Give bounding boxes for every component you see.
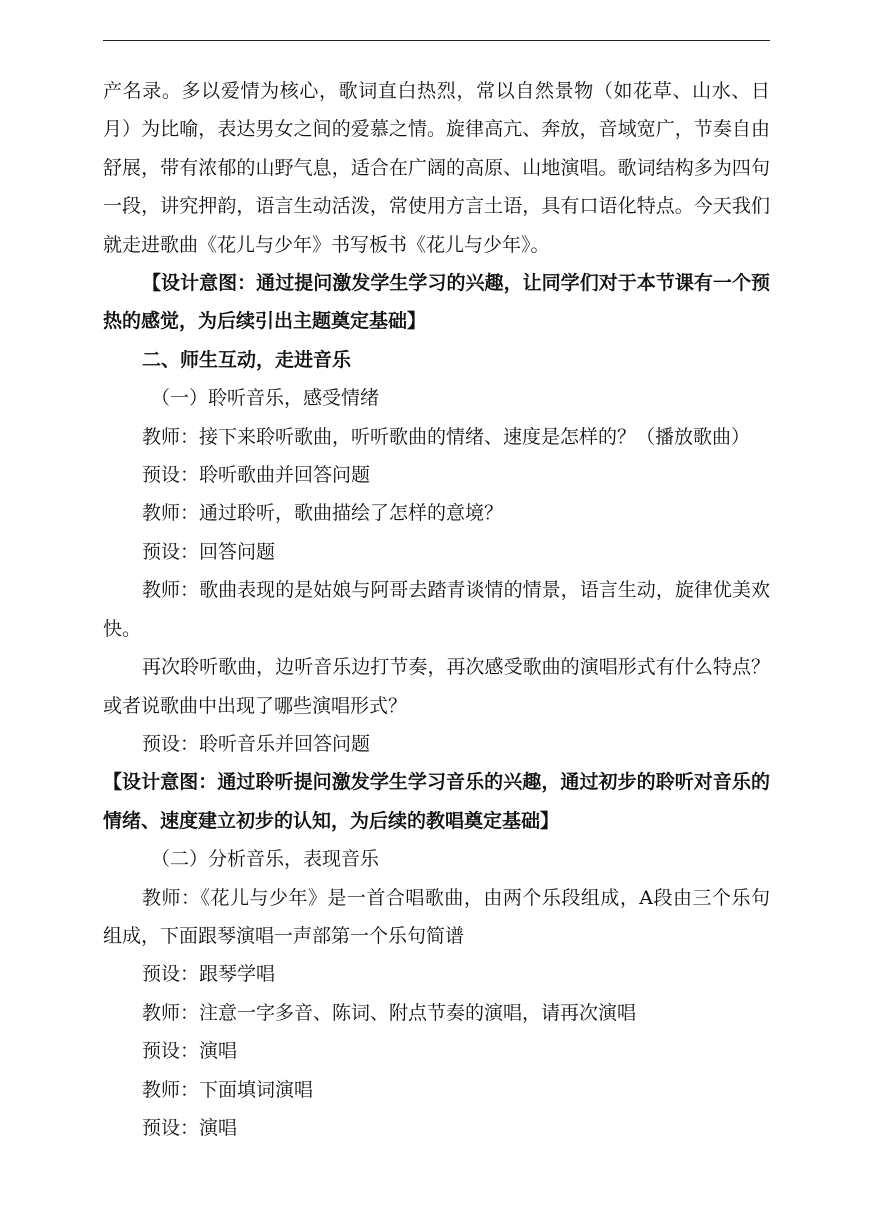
section-heading: 二、师生互动，走进音乐 xyxy=(142,348,352,371)
subsection-heading: （一）聆听音乐，感受情绪 xyxy=(151,387,380,410)
preset-line: 预设：演唱 xyxy=(142,1116,238,1139)
preset-line: 预设：聆听歌曲并回答问题 xyxy=(142,464,371,487)
teacher-line: 教师：下面填词演唱 xyxy=(142,1078,314,1101)
preset-line: 预设：演唱 xyxy=(142,1040,238,1063)
teacher-line: 教师：注意一字多音、陈词、附点节奏的演唱，请再次演唱 xyxy=(142,1001,637,1024)
intro-paragraph: 产名录。多以爱情为核心，歌词直白热烈，常以自然景物（如花草、山水、日月）为比喻，表达男女之间的爱慕之情。旋律高亢、奔放，音域宽广，节奏自由舒展，带有浓郁的山野气息，适合在广阔的高原、山地演唱。歌词结构多为四句一段，讲究押韵，语言生动活泼，常使用方言土语，具有口语化特点。今天我们就走进歌曲《花儿与少年》书写板书《花儿与少年》。 xyxy=(103,80,770,256)
teacher-line: 教师：接下来聆听歌曲，听听歌曲的情绪、速度是怎样的？（播放歌曲） xyxy=(142,425,751,448)
header-rule xyxy=(103,40,770,41)
design-intent-note: 【设计意图：通过提问激发学生学习的兴趣，让同学们对于本节课有一个预热的感觉，为后续引出主题奠定基础】 xyxy=(103,272,770,333)
preset-line: 预设：回答问题 xyxy=(142,540,276,563)
teacher-line: 教师：通过聆听，歌曲描绘了怎样的意境？ xyxy=(142,502,504,525)
preset-line: 预设：聆听音乐并回答问题 xyxy=(142,732,371,755)
teacher-line: 教师：《花儿与少年》是一首合唱歌曲，由两个乐段组成，A段由三个乐句组成，下面跟琴演唱一声部第一个乐句简谱 xyxy=(103,886,770,947)
subsection-heading: （二）分析音乐，表现音乐 xyxy=(151,848,380,871)
design-intent-note: 【设计意图：通过聆听提问激发学生学习音乐的兴趣，通过初步的聆听对音乐的情绪、速度建立初步的认知，为后续的教唱奠定基础】 xyxy=(103,771,770,832)
preset-line: 预设：跟琴学唱 xyxy=(142,963,276,986)
teacher-line: 教师：歌曲表现的是姑娘与阿哥去踏青谈情的情景，语言生动，旋律优美欢快。 xyxy=(103,579,770,640)
instruction-paragraph: 再次聆听歌曲，边听音乐边打节奏，再次感受歌曲的演唱形式有什么特点？或者说歌曲中出现了哪些演唱形式？ xyxy=(103,656,770,717)
document-body xyxy=(103,72,770,1147)
